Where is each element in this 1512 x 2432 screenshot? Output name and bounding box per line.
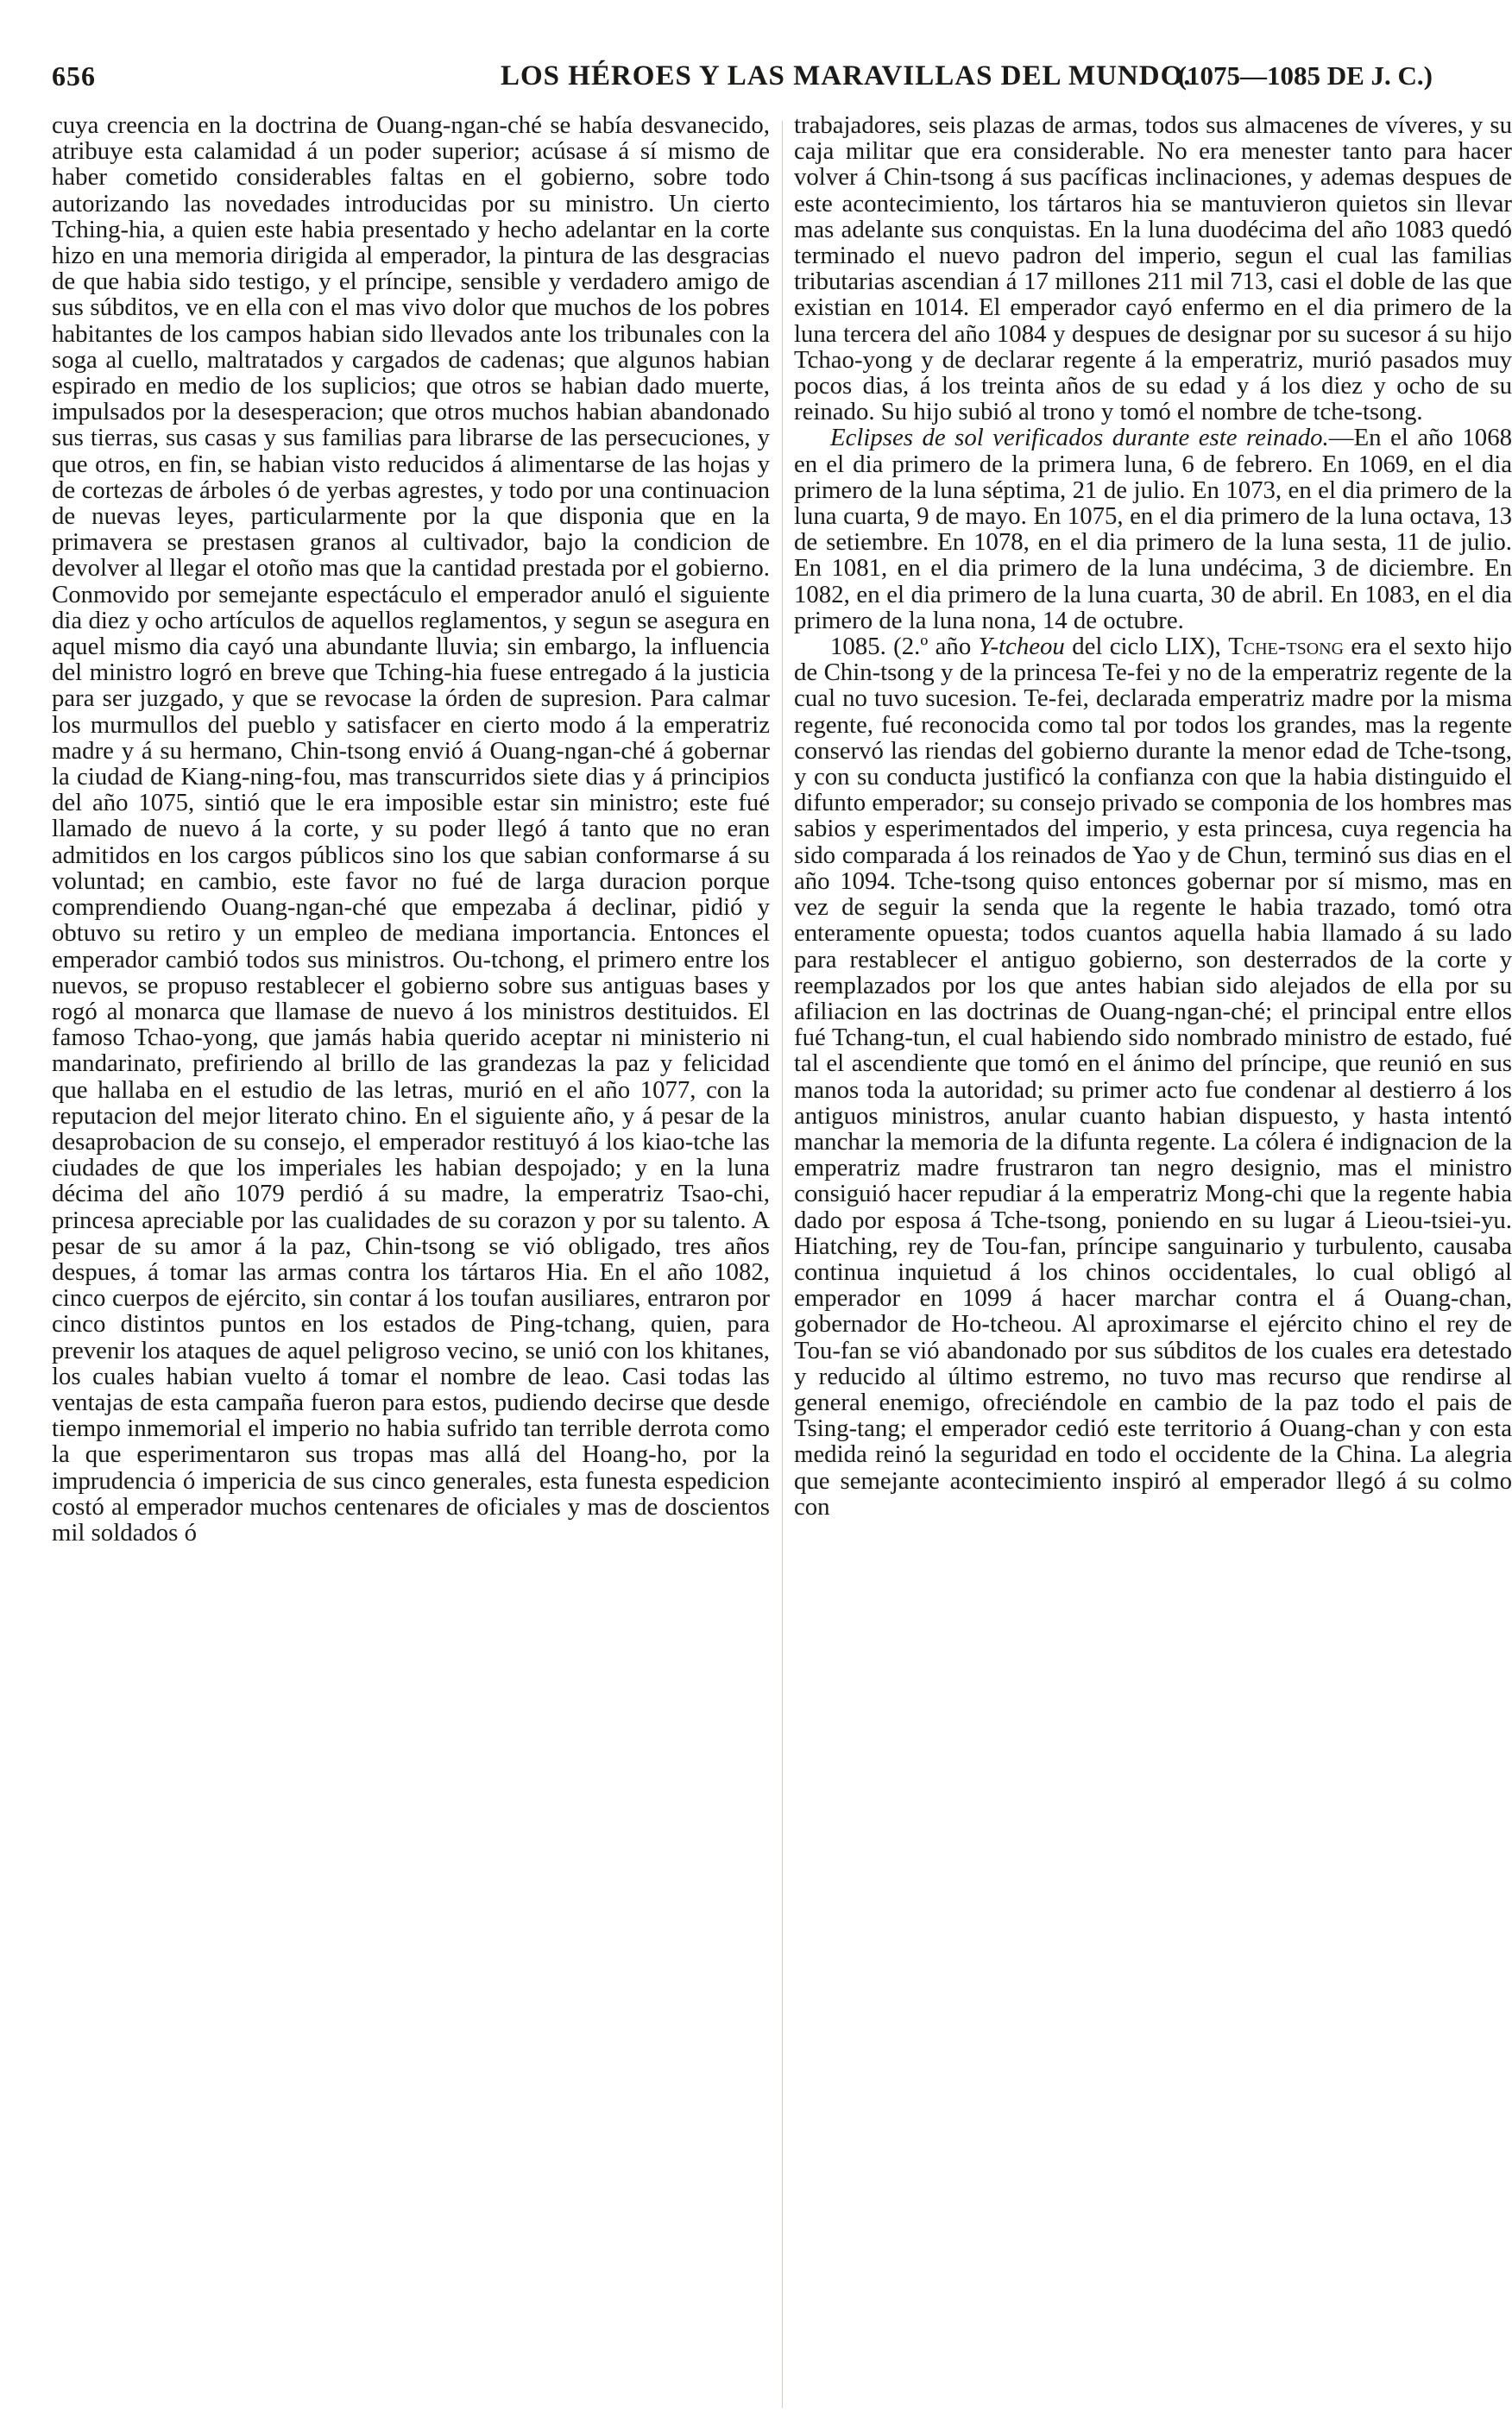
- eclipse-section-label: Eclipses de sol verificados durante este reinado.: [830, 424, 1329, 452]
- right-paragraph-continuation: trabajadores, seis plazas de armas, todos sus almacenes de víveres, y su caja militar que era considerable. No era menester tanto para hacer volver á Chin-tsong á sus pacíficas inclinaciones, y ademas despues de este acontecimiento, los tártaros hia se mantuvieron quietos sin llevar mas adelante sus conquistas. En la luna duodécima del año 1083 quedó terminado el nuevo padron del imperio, segun el cual las familias tributarias ascendian á 17 millones 211 mil 713, casi el doble de las que existian en 1014. El emperador cayó enfermo en el dia primero de la luna tercera del año 1084 y despues de designar por su sucesor á su hijo Tchao-yong y de declarar regente á la emperatriz, murió pasados muy pocos dias, á los treinta años de su edad y á los diez y ocho de su reinado. Su hijo subió al trono y tomó el nombre de tche-tsong.: [794, 111, 1512, 426]
- right-column: [794, 112, 1512, 2412]
- cycle-open: (2.º año: [893, 633, 979, 661]
- reign-paragraph: [794, 633, 1512, 1520]
- reign-year: 1085.: [830, 633, 886, 661]
- eclipse-text: —En el año 1068 en el dia primero de la primera luna, 6 de febrero. En 1069, en el dia primero de la luna séptima, 21 de julio. En 1073, en el dia primero de la luna cuarta, 9 de mayo. En 1075, en el dia primero de la luna octava, 13 de setiembre. En 1078, en el dia primero de la luna sesta, 11 de julio. En 1081, en el dia primero de la luna undécima, 3 de diciembre. En 1082, en el dia primero de la luna cuarta, 30 de abril. En 1083, en el dia primero de la luna nona, 14 de octubre.: [794, 424, 1512, 634]
- running-header: [52, 60, 1433, 104]
- eclipse-paragraph: [794, 425, 1512, 633]
- cycle-name: Y-tcheou: [978, 633, 1065, 661]
- running-title: LOS HÉROES Y LAS MARAVILLAS DEL MUNDO.: [501, 60, 1192, 91]
- left-paragraph: cuya creencia en la doctrina de Ouang-ngan-ché se había desvanecido, atribuye esta calamidad á un poder superior; acúsase á sí mismo de haber cometido considerables faltas en el gobierno, sobre todo autorizando las novedades introducidas por su ministro. Un cierto Tching-hia, a quien este habia presentado y hecho adelantar en la corte hizo en una memoria dirigida al emperador, la pintura de las desgracias de que habia sido testigo, y el príncipe, sensible y verdadero amigo de sus súbditos, ve en ella con el mas vivo dolor que muchos de los pobres habitantes de los campos habian sido llevados ante los tribunales con la soga al cuello, maltratados y cargados de cadenas; que algunos habian espirado en medio de los suplicios; que otros se habian dado muerte, impulsados por la desesperacion; que otros muchos habian abandonado sus tierras, sus casas y sus familias para librarse de las persecuciones, y que otros, en fin, se habian visto reducidos á alimentarse de las hojas y de cortezas de árboles ó de yerbas agrestes, y todo por una continuacion de nuevas leyes, particularmente por la que disponia que en la primavera se prestasen granos al cultivador, bajo la condicion de devolver al llegar el otoño mas que la cantidad prestada por el gobierno. Conmovido por semejante espectáculo el emperador anuló el siguiente dia diez y ocho artículos de aquellos reglamentos, y segun se asegura en aquel mismo dia cayó una abundante lluvia; sin embargo, la influencia del ministro logró en breve que Tching-hia fuese entregado á la justicia para ser juzgado, y que se revocase la órden de supresion. Para calmar los murmullos del pueblo y satisfacer en cierto modo á la emperatriz madre y á su hermano, Chin-tsong envió á Ouang-ngan-ché á gobernar la ciudad de Kiang-ning-fou, mas transcurridos siete dias y á principios del año 1075, sintió que le era imposible estar sin ministro; este fué llamado de nuevo á la corte, y su poder llegó á tanto que no eran admitidos en los cargos públicos sino los que sabian conformarse á su voluntad; en cambio, este favor no fué de larga duracion porque comprendiendo Ouang-ngan-ché que empezaba á declinar, pidió y obtuvo su retiro y un empleo de mediana importancia. Entonces el emperador cambió todos sus ministros. Ou-tchong, el primero entre los nuevos, se propuso restablecer el gobierno sobre sus antiguas bases y rogó al monarca que llamase de nuevo á los ministros destituidos. El famoso Tchao-yong, que jamás habia querido aceptar ni ministerio ni mandarinato, prefiriendo al brillo de las grandezas la paz y felicidad que hallaba en el estudio de las letras, murió en el año 1077, con la reputacion del mejor literato chino. En el siguiente año, y á pesar de la desaprobacion de su consejo, el emperador restituyó á los kiao-tche las ciudades de que los imperiales les habian despojado; y en la luna décima del año 1079 perdió á su madre, la emperatriz Tsao-chi, princesa apreciable por las cualidades de su corazon y por su talento. A pesar de su amor á la paz, Chin-tsong se vió obligado, tres años despues, á tomar las armas contra los tártaros Hia. En el año 1082, cinco cuerpos de ejército, sin contar á los toufan ausiliares, entraron por cinco distintos puntos en los estados de Ping-tchang, quien, para prevenir los ataques de aquel peligroso vecino, se unió con los khitanes, los cuales habian vuelto á tomar el nombre de leao. Casi todas las ventajas de esta campaña fueron para estos, pudiendo decirse que desde tiempo inmemorial el imperio no habia sufrido tan terrible derrota como la que esperimentaron sus tropas mas allá del Hoang-ho, por la imprudencia ó impericia de sus cinco generales, esta funesta espedicion costó al emperador muchos centenares de oficiales y mas de doscientos mil soldados ó: [52, 111, 770, 1547]
- cycle-close: del ciclo LIX),: [1064, 633, 1229, 661]
- column-divider: [782, 121, 783, 2408]
- left-column: [52, 112, 770, 2412]
- emperor-name: Tche-tsong: [1228, 633, 1345, 661]
- reign-text: era el sexto hijo de Chin-tsong y de la princesa Te-fei y no de la emperatriz regente de la cual no tuvo sucesion. Te-fei, declarada emperatriz madre por la misma regente, fué reconocida como tal por todos los grandes, mas la regente conservó las riendas del gobierno durante la menor edad de Tche-tsong, y con su conducta justificó la confianza con que la habia distinguido el difunto emperador; su consejo privado se componia de los hombres mas sabios y esperimentados del imperio, y esta princesa, cuya regencia ha sido comparada á los reinados de Yao y de Chun, terminó sus dias en el año 1094. Tche-tsong quiso entonces gobernar por sí mismo, mas en vez de seguir la senda que la regente le habia trazado, tomó otra enteramente opuesta; todos cuantos aquella habia llamado á su lado para restablecer el antiguo gobierno, son desterrados de la corte y reemplazados por los que antes habian sido alejados de ella por su afiliacion en las doctrinas de Ouang-ngan-ché; el principal entre ellos fué Tchang-tun, el cual habiendo sido nombrado ministro de estado, fué tal el ascendiente que tomó en el ánimo del príncipe, que reunió en sus manos toda la autoridad; su primer acto fue condenar al destierro á los antiguos ministros, anular cuanto habian dispuesto, y hasta intentó manchar la memoria de la difunta regente. La cólera é indignacion de la emperatriz madre frustraron tan negro designio, mas el ministro consiguió hacer repudiar á la emperatriz Mong-chi que la regente habia dado por esposa á Tche-tsong, poniendo en su lugar á Lieou-tsiei-yu. Hiatching, rey de Tou-fan, príncipe sanguinario y turbulento, causaba continua inquietud á los chinos occidentales, lo cual obligó al emperador en 1099 á hacer marchar contra el á Ouang-chan, gobernador de Ho-tcheou. Al aproximarse el ejército chino el rey de Tou-fan se vió abandonado por sus súbditos de los cuales era detestado y reducido al último estremo, no tuvo mas recurso que rendirse al general enemigo, ofreciéndole en cambio de la paz todo el pais de Tsing-tang; el emperador cedió este territorio á Ouang-chan y con esta medida reinó la seguridad en todo el occidente de la China. La alegria que semejante acontecimiento inspiró al emperador llegó á su colmo con: [794, 633, 1512, 1521]
- page-number: 656: [52, 60, 96, 91]
- date-range: (1075—1085 DE J. C.): [1177, 60, 1433, 91]
